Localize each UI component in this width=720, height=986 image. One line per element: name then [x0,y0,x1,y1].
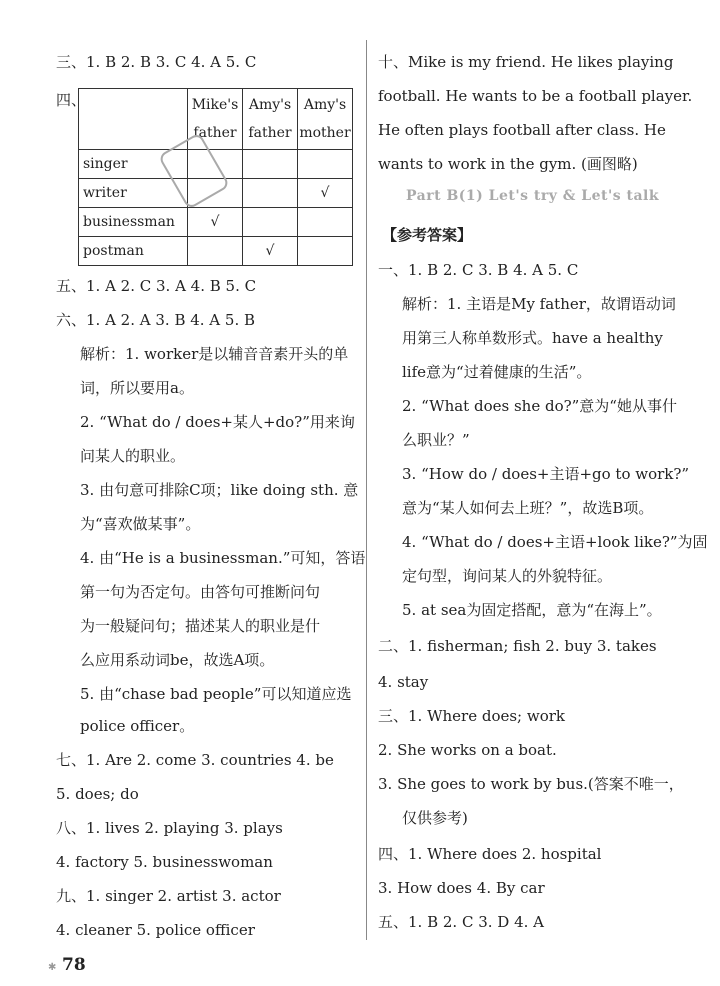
explanation-line: 4. “What do / does+主语+look like?”为固 [402,533,708,551]
table-row: postman √ [79,237,353,266]
page-number: 78 [62,955,86,975]
section-10-line: He often plays football after class. He [378,121,666,139]
section-6-answers: 六、1. A 2. A 3. B 4. A 5. B [56,311,256,329]
section-7-answers-cont: 5. does; do [56,785,139,803]
explanation-line: 词，所以要用a。 [80,379,194,397]
explanation-line: 解析：1. worker是以辅音音素开头的单 [80,345,349,363]
explanation-line: life意为“过着健康的生活”。 [402,363,592,381]
section-4-answers-cont: 3. How does 4. By car [378,879,545,897]
explanation-line: 用第三人称单数形式。have a healthy [402,329,663,347]
section-8-answers-cont: 4. factory 5. businesswoman [56,853,273,871]
explanation-line: 解析：1. 主语是My father，故谓语动词 [402,295,676,313]
section-9-answers: 九、1. singer 2. artist 3. actor [56,887,281,905]
explanation-line: 3. “How do / does+主语+go to work?” [402,465,690,483]
section-9-answers-cont: 4. cleaner 5. police officer [56,921,255,939]
explanation-line: 3. 由句意可排除C项；like doing sth. 意 [80,481,359,499]
explanation-line: 为一般疑问句；描述某人的职业是什 [80,617,321,635]
explanation-line: 问某人的职业。 [80,447,186,465]
explanation-line: 5. at sea为固定搭配，意为“在海上”。 [402,601,662,619]
section-10-line: wants to work in the gym. (画图略) [378,155,638,173]
section-3-answers: 三、1. Where does; work [378,707,566,725]
section-2-answers-cont: 4. stay [378,673,429,691]
table-header: Mike's father [188,89,243,150]
table-header: Amy's mother [298,89,353,150]
explanation-line: 为“喜欢做某事”。 [80,515,201,533]
section-3-line: 2. She works on a boat. [378,741,557,759]
explanation-line: 5. 由“chase bad people”可以知道应选 [80,685,352,703]
explanation-line: 意为“某人如何去上班？”，故选B项。 [402,499,654,517]
column-divider [366,40,367,940]
explanation-line: 2. “What does she do?”意为“她从事什 [402,397,677,415]
section-7-answers: 七、1. Are 2. come 3. countries 4. be [56,751,334,769]
table-row: writer √ [79,179,353,208]
part-heading: Part B(1) Let's try & Let's talk [406,188,660,204]
explanation-line: 第一句为否定句。由答句可推断问句 [80,583,321,601]
reference-answer-heading: 【参考答案】 [382,226,473,244]
section-1-answers: 一、1. B 2. C 3. B 4. A 5. C [378,261,579,279]
section-5-answers: 五、1. B 2. C 3. D 4. A [378,913,544,931]
section-4-answers: 四、1. Where does 2. hospital [378,845,602,863]
section-8-answers: 八、1. lives 2. playing 3. plays [56,819,283,837]
table-header: Amy's father [243,89,298,150]
explanation-line: 2. “What do / does+某人+do?”用来询 [80,413,355,431]
section-5-answers: 五、1. A 2. C 3. A 4. B 5. C [56,277,257,295]
section-3-line: 3. She goes to work by bus.(答案不唯一， [378,775,684,793]
star-icon: ✱ [48,962,57,973]
explanation-line: 么职业？” [402,431,470,449]
explanation-line: 定句型，询问某人的外貌特征。 [402,567,613,585]
section-3-line: 仅供参考) [402,809,468,827]
section-10-line: football. He wants to be a football player. [378,87,693,105]
table-row: businessman √ [79,208,353,237]
section-3-answers: 三、1. B 2. B 3. C 4. A 5. C [56,53,257,71]
section-10-line: 十、Mike is my friend. He likes playing [378,53,674,71]
table-corner [79,89,188,150]
section-4-label: 四、 [56,91,87,109]
section-2-answers: 二、1. fisherman; fish 2. buy 3. takes [378,637,657,655]
explanation-line: 么应用系动词be，故选A项。 [80,651,275,669]
explanation-line: police officer。 [80,717,195,735]
explanation-line: 4. 由“He is a businessman.”可知，答语 [80,549,366,567]
table-row: singer [79,150,353,179]
